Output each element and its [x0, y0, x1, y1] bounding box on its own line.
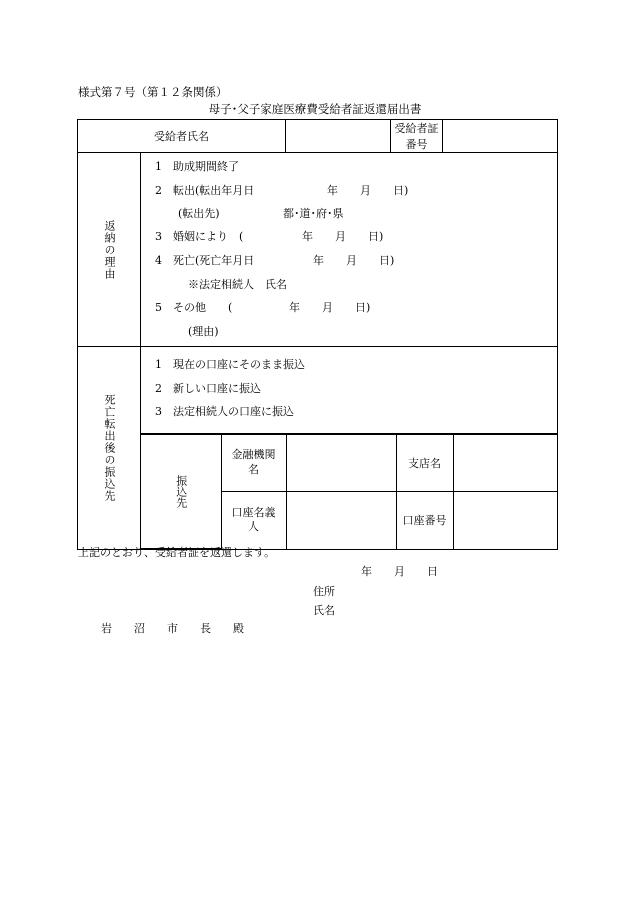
transfer-option-1[interactable]: 1 現在の口座にそのまま振込 [155, 358, 305, 371]
branch-field[interactable] [453, 435, 558, 492]
reason-item-5-date: 年 月 日) [289, 301, 371, 314]
reason-item-3-date: 年 月 日) [302, 230, 384, 243]
main-form-table [77, 119, 558, 550]
name-label: 氏名 [313, 604, 335, 617]
transfer-options-cell [141, 347, 558, 434]
document-title: 母子･父子家庭医療費受給者証返還届出書 [208, 102, 422, 116]
recipient-number-field[interactable] [443, 120, 558, 153]
recipient-name-field[interactable] [286, 120, 391, 153]
transfer-option-2[interactable]: 2 新しい口座に振込 [155, 382, 261, 395]
form-id: 様式第７号（第１２条関係） [78, 85, 228, 99]
transfer-destination-cell [141, 434, 558, 550]
account-number-label: 口座番号 [396, 492, 453, 549]
bank-label-cell [221, 435, 286, 492]
reason-item-1[interactable]: 1 助成期間終了 [155, 160, 239, 173]
reason-item-5-detail: (理由) [188, 325, 219, 338]
recipient-number-label: 受給者証番号 [391, 120, 443, 153]
reason-item-2[interactable]: 2 転出(転出年月日 [155, 184, 255, 197]
reason-item-2-date: 年 月 日) [327, 184, 409, 197]
transfer-option-3[interactable]: 3 法定相続人の口座に振込 [155, 405, 294, 418]
transfer-label: 死亡転出後の振込先 [103, 394, 116, 502]
transfer-options [141, 347, 557, 433]
addressee: 岩 沼 市 長 殿 [101, 622, 244, 635]
address-label: 住所 [313, 585, 335, 598]
branch-label: 支店名 [396, 435, 453, 492]
submission-date[interactable]: 年 月 日 [361, 565, 438, 578]
bank-label: 金融機関名 [231, 448, 276, 477]
return-reason-label: 返納の理由 [103, 219, 116, 280]
account-number-field[interactable] [453, 492, 558, 549]
return-reason-cell [141, 153, 558, 347]
reason-item-4-heir: ※法定相続人 氏名 [188, 278, 287, 291]
reason-item-2-dest: (転出先) [178, 207, 220, 220]
holder-field[interactable] [286, 492, 396, 549]
reason-item-3[interactable]: 3 婚姻により ( [155, 230, 244, 243]
transfer-label-cell [78, 347, 141, 550]
bank-field[interactable] [286, 435, 396, 492]
statement: 上記のとおり、受給者証を返還します。 [78, 546, 276, 559]
reason-item-4[interactable]: 4 死亡(死亡年月日 [155, 254, 255, 267]
dest-label: 振込先 [174, 475, 188, 508]
recipient-name-label: 受給者氏名 [78, 120, 286, 153]
transfer-destination-table [141, 434, 558, 549]
dest-label-cell [141, 435, 221, 549]
return-reason-label-cell [78, 153, 141, 347]
reason-item-2-prefecture: 都･道･府･県 [283, 207, 344, 220]
reason-item-5[interactable]: 5 その他 ( [155, 301, 233, 314]
reason-list [141, 153, 557, 346]
reason-item-4-date: 年 月 日) [313, 254, 395, 267]
holder-label-cell [221, 492, 286, 549]
holder-label: 口座名義人 [231, 505, 276, 534]
